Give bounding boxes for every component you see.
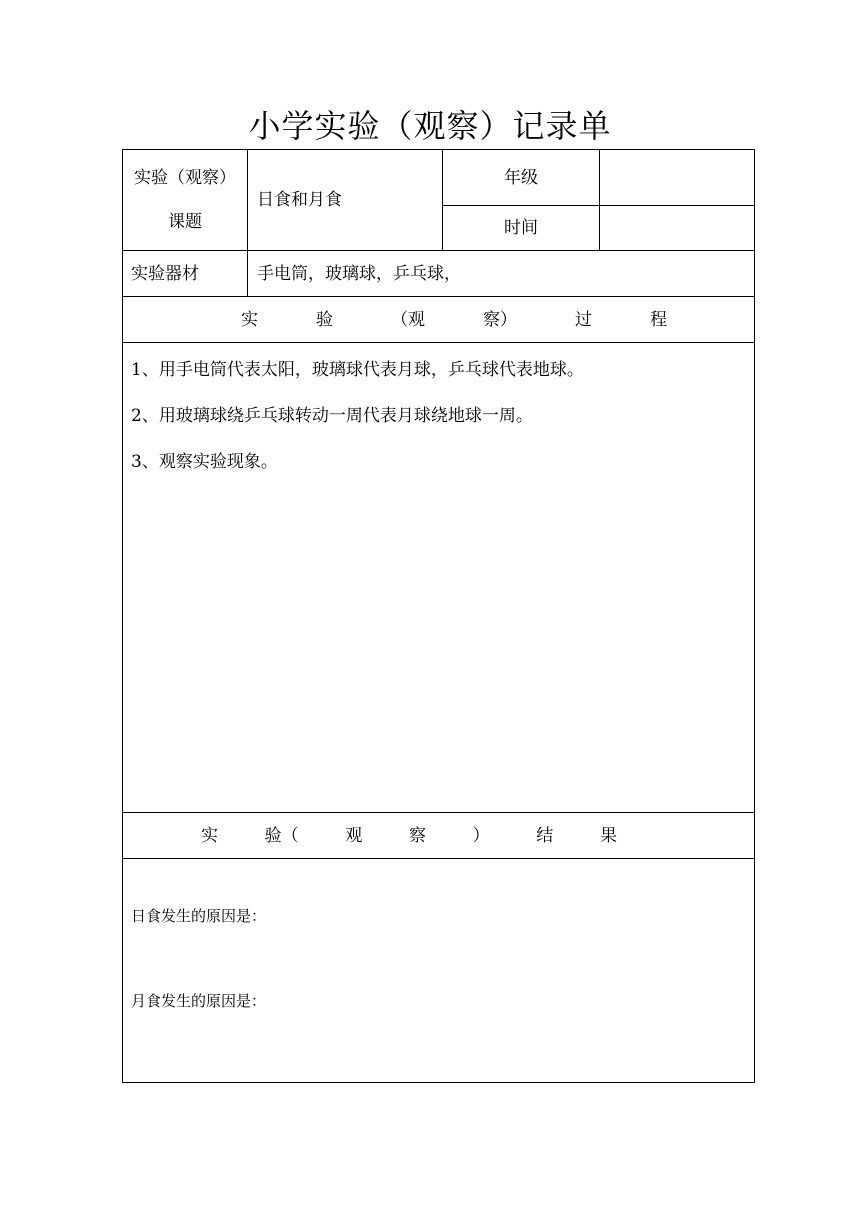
result-line: 月食发生的原因是： <box>131 992 267 1010</box>
topic-label-line2: 课题 <box>168 212 202 232</box>
process-step: 2、用玻璃球绕乒乓球转动一周代表月球绕地球一周。 <box>131 406 533 426</box>
result-line: 日食发生的原因是： <box>131 907 267 925</box>
process-heading <box>241 309 667 331</box>
process-heading-char: 程 <box>650 310 667 330</box>
result-heading-char: 实 <box>201 826 218 846</box>
record-table <box>122 149 755 1083</box>
result-heading-char: 察 <box>408 826 426 846</box>
process-heading-char: 过 <box>575 310 592 330</box>
time-label: 时间 <box>504 218 538 238</box>
process-heading-char: 验 <box>316 310 333 330</box>
result-heading-char: 果 <box>599 826 617 846</box>
process-heading-char: （观 <box>391 310 425 330</box>
divider <box>599 150 600 250</box>
result-heading-char: 验（ <box>264 826 299 846</box>
result-heading-char: 结 <box>536 826 554 846</box>
result-heading-char: 观 <box>345 826 363 846</box>
divider <box>123 812 755 813</box>
topic-label-line1: 实验（观察） <box>134 168 236 188</box>
process-heading-char: 察） <box>483 310 517 330</box>
divider <box>123 858 755 859</box>
divider <box>247 150 248 296</box>
process-step: 1、用手电筒代表太阳，玻璃球代表月球，乒乓球代表地球。 <box>131 360 584 380</box>
process-step: 3、观察实验现象。 <box>131 452 278 472</box>
process-heading-char: 实 <box>241 310 258 330</box>
topic-label <box>123 167 247 233</box>
page-title: 小学实验（观察）记录单 <box>248 107 612 145</box>
result-heading <box>201 825 617 847</box>
materials-label: 实验器材 <box>131 264 199 284</box>
divider <box>123 342 755 343</box>
topic-value[interactable]: 日食和月食 <box>257 190 342 210</box>
divider <box>123 296 755 297</box>
result-heading-char: ） <box>472 826 490 846</box>
materials-value[interactable]: 手电筒，玻璃球，乒乓球， <box>257 264 461 284</box>
divider <box>123 250 755 251</box>
grade-label: 年级 <box>504 168 538 188</box>
